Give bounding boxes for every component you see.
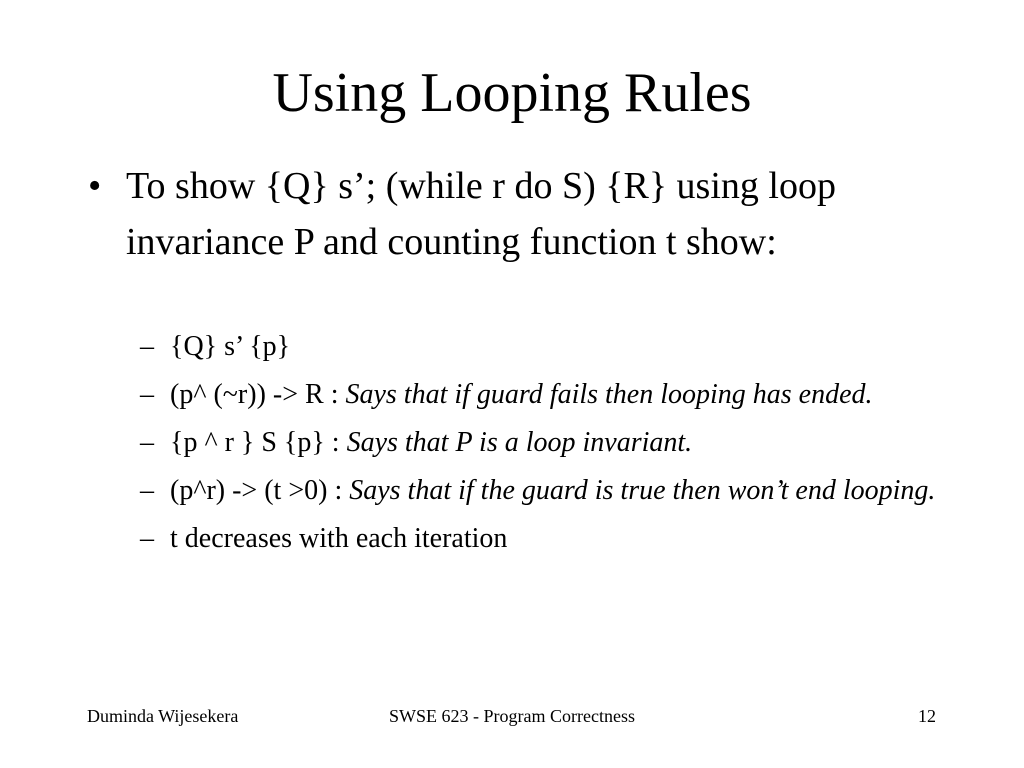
dash-marker: – [140,379,154,410]
formula-text: {p ^ r } S {p} : [170,427,347,458]
dash-marker: – [140,523,154,554]
sub-bullet-item [140,518,940,560]
slide-title: Using Looping Rules [272,62,752,124]
formula-text: (p^ (~r)) -> R : [170,379,346,410]
footer-course: SWSE 623 - Program Correctness [389,706,635,726]
formula-text: {Q} s’ {p} [170,331,291,362]
comment-text: Says that if the guard is true then won’t end looping. [349,475,936,506]
sub-bullet-item [140,326,940,368]
comment-text: Says that if guard fails then looping has ended. [345,379,873,410]
dash-marker: – [140,331,154,362]
footer-author: Duminda Wijesekera [87,706,239,726]
footer-page-number: 12 [918,706,936,726]
main-bullet-text: To show {Q} s’; (while r do S) {R} using loop invariance P and counting function t show: [126,165,836,263]
sub-bullet-list [140,326,940,566]
formula-text: t decreases with each iteration [170,523,508,554]
sub-bullet-item [140,422,940,464]
formula-text: (p^r) -> (t >0) : [170,475,350,506]
dash-marker: – [140,475,154,506]
main-bullet [88,158,918,270]
dash-marker: – [140,427,154,458]
sub-bullet-item [140,374,940,416]
sub-bullet-item [140,470,940,512]
comment-text: Says that P is a loop invariant. [346,427,693,458]
bullet-marker: • [88,165,102,207]
